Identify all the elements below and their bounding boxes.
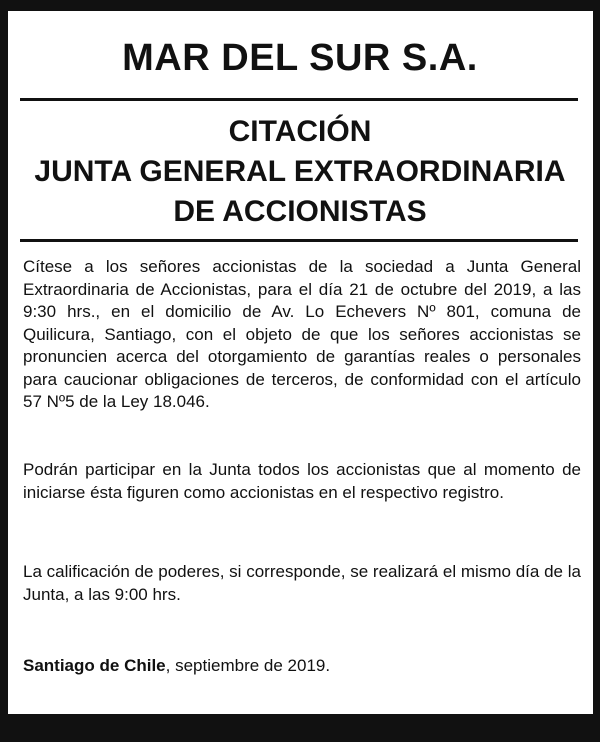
middle-divider [20,239,578,242]
paragraph-powers: La calificación de poderes, si corresponde, se realizará el mismo día de la Junta, a las 9:00 hrs. [23,562,581,604]
paragraph-participation: Podrán participar en la Junta todos los accionistas que al momento de iniciarse ésta figuren como accionistas en el respectivo registro. [23,460,581,502]
closing-line [23,655,581,678]
notice-title-line-3: DE ACCIONISTAS [173,195,427,228]
closing-city: Santiago de Chile [23,656,166,675]
paragraph-citation: Cítese a los señores accionistas de la sociedad a Junta General Extraordinaria de Accionistas, para el día 21 de octubre del 2019, a las 9:30 hrs., en el domicilio de Av. Lo Echevers Nº 801, comuna de Quilicura, Santiago, con el objeto de que los señores accionistas se pronuncien acerca del otorgamiento de garantías reales o personales para caucionar obligaciones de terceros, de conformidad con el artículo 57 Nº5 de la Ley 18.046. [23,257,581,411]
top-divider [20,98,578,101]
notice-title-line-1: CITACIÓN [228,115,372,148]
notice-title-line-2: JUNTA GENERAL EXTRAORDINARIA [34,155,566,188]
closing-date: , septiembre de 2019. [165,656,331,675]
company-name: MAR DEL SUR S.A. [122,37,478,79]
